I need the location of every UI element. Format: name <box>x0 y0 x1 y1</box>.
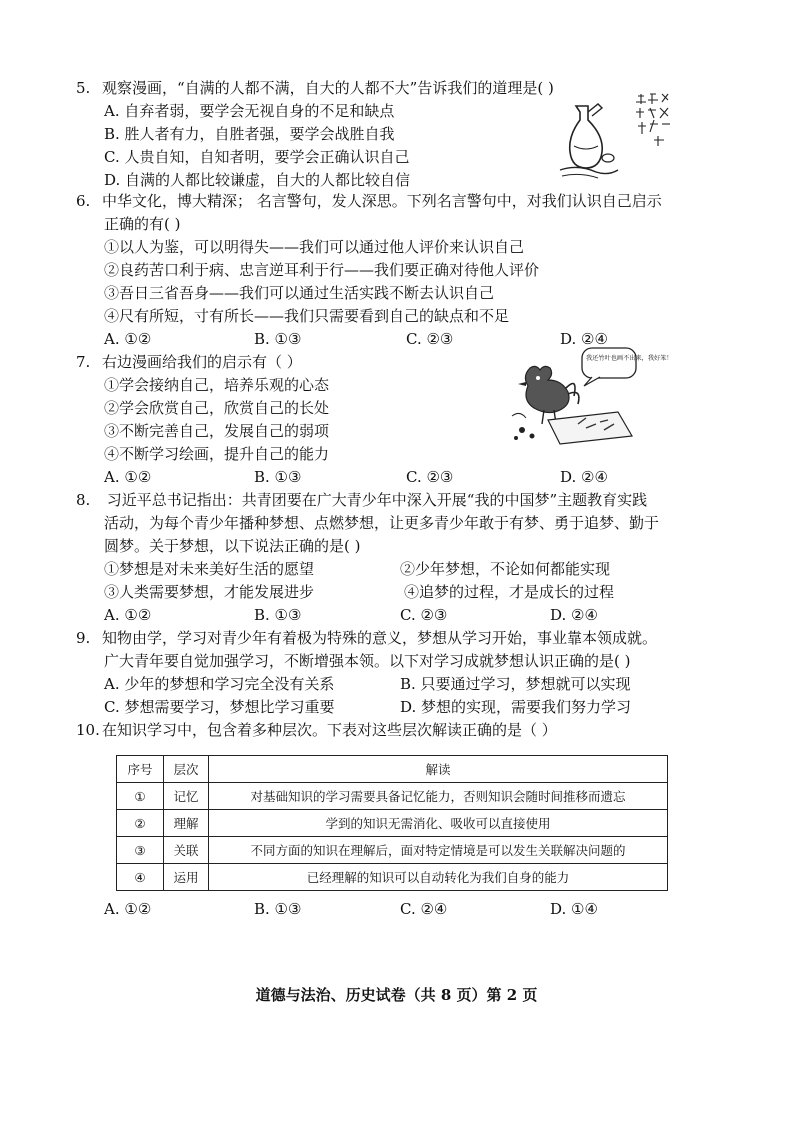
table-cell: ② <box>117 810 164 837</box>
question-9-stem: 9. 知物由学，学习对青少年有着极为特殊的意义，梦想从学习开始，事业靠本领成就。 <box>76 629 658 647</box>
q6-item-4: ④尺有所短，寸有所长——我们只需要看到自己的缺点和不足 <box>104 307 510 325</box>
table-header-cell: 解读 <box>209 756 668 783</box>
q9-option-c: C. 梦想需要学习，梦想比学习重要 <box>104 698 335 716</box>
table-cell: ④ <box>117 864 164 891</box>
q7-choice-d: D. ②④ <box>560 468 608 486</box>
q7-choice-c: C. ②③ <box>406 468 454 486</box>
knowledge-levels-table <box>116 755 668 891</box>
table-header-cell: 序号 <box>117 756 164 783</box>
question-5-stem: 5. 观察漫画，“自满的人都不满，自大的人都不大”告诉我们的道理是( ) <box>76 79 554 97</box>
q8-choice-c: C. ②③ <box>400 606 448 624</box>
table-row <box>117 810 668 837</box>
table-cell: 理解 <box>164 810 209 837</box>
q7-cartoon-image <box>508 346 673 446</box>
q5-option-b: B. 胜人者有力，自胜者强，要学会战胜自我 <box>104 125 395 143</box>
q8-choice-b: B. ①③ <box>254 606 302 624</box>
q10-choice-a: A. ①② <box>104 900 152 918</box>
q6-choice-c: C. ②③ <box>406 330 454 348</box>
table-cell: 运用 <box>164 864 209 891</box>
q6-item-1: ①以人为鉴，可以明得失——我们可以通过他人评价来认识自己 <box>104 238 525 256</box>
table-cell: ① <box>117 783 164 810</box>
q8-choice-d: D. ②④ <box>550 606 598 624</box>
q8-item-2: ②少年梦想，不论如何都能实现 <box>400 560 611 578</box>
q6-choice-d: D. ②④ <box>560 330 608 348</box>
q6-item-3: ③吾日三省吾身——我们可以通过生活实践不断去认识自己 <box>104 284 495 302</box>
q10-choice-c: C. ②④ <box>400 900 448 918</box>
table-row <box>117 864 668 891</box>
question-7-stem: 7. 右边漫画给我们的启示有（ ） <box>76 353 302 371</box>
table-cell: ③ <box>117 837 164 864</box>
table-header-row <box>117 756 668 783</box>
q5-option-c: C. 人贵自知，自知者明，要学会正确认识自己 <box>104 148 410 166</box>
table-cell: 对基础知识的学习需要具备记忆能力，否则知识会随时间推移而遗忘 <box>209 783 668 810</box>
q8-item-1: ①梦想是对未来美好生活的愿望 <box>104 560 315 578</box>
q7-choice-a: A. ①② <box>104 468 152 486</box>
table-cell: 学到的知识无需消化、吸收可以直接使用 <box>209 810 668 837</box>
q6-item-2: ②良药苦口利于病、忠言逆耳利于行——我们要正确对待他人评价 <box>104 261 540 279</box>
question-6-stem-cont: 正确的有( ) <box>104 215 181 233</box>
q8-choice-a: A. ①② <box>104 606 152 624</box>
q9-option-b: B. 只要通过学习，梦想就可以实现 <box>400 675 631 693</box>
q10-choice-b: B. ①③ <box>254 900 302 918</box>
q9-option-d: D. 梦想的实现，需要我们努力学习 <box>400 698 632 716</box>
table-header-cell: 层次 <box>164 756 209 783</box>
q7-item-3: ③不断完善自己，发展自己的弱项 <box>104 422 330 440</box>
table-cell: 记忆 <box>164 783 209 810</box>
question-10-stem: 10. 在知识学习中，包含着多种层次。下表对这些层次解读正确的是（ ） <box>76 721 557 739</box>
q7-bubble-text: 我还竹叶也画不出来，我好笨！ <box>586 355 673 362</box>
q7-item-2: ②学会欣赏自己，欣赏自己的长处 <box>104 399 330 417</box>
page-footer: 道德与法治、历史试卷（共 8 页）第 2 页 <box>255 986 538 1004</box>
question-6-stem: 6. 中华文化，博大精深； 名言警句，发人深思。下列名言警句中，对我们认识自己启示 <box>76 192 662 210</box>
q5-option-d: D. 自满的人都比较谦虚，自大的人都比较自信 <box>104 171 411 189</box>
q7-item-4: ④不断学习绘画，提升自己的能力 <box>104 445 330 463</box>
q9-option-a: A. 少年的梦想和学习完全没有关系 <box>104 675 335 693</box>
q5-option-a: A. 自弃者弱，要学会无视自身的不足和缺点 <box>104 102 395 120</box>
question-9-stem-cont: 广大青年要自觉加强学习，不断增强本领。以下对学习成就梦想认识正确的是( ) <box>104 652 631 670</box>
table-row <box>117 783 668 810</box>
q6-choice-a: A. ①② <box>104 330 152 348</box>
question-8-stem: 8. 习近平总书记指出：共青团要在广大青少年中深入开展“我的中国梦”主题教育实践 <box>76 491 648 509</box>
table-cell: 已经理解的知识可以自动转化为我们自身的能力 <box>209 864 668 891</box>
q8-item-4: ④追梦的过程，才是成长的过程 <box>404 583 615 601</box>
q7-item-1: ①学会接纳自己，培养乐观的心态 <box>104 376 330 394</box>
table-cell: 关联 <box>164 837 209 864</box>
question-8-stem-cont-1: 活动，为每个青少年播种梦想、点燃梦想，让更多青少年敢于有梦、勇于追梦、勤于 <box>104 514 660 532</box>
table-row <box>117 837 668 864</box>
question-8-stem-cont-2: 圆梦。关于梦想，以下说法正确的是( ) <box>104 537 361 555</box>
q8-item-3: ③人类需要梦想，才能发展进步 <box>104 583 315 601</box>
q5-cartoon-image <box>558 86 678 182</box>
table-cell: 不同方面的知识在理解后，面对特定情境是可以发生关联解决问题的 <box>209 837 668 864</box>
q7-choice-b: B. ①③ <box>254 468 302 486</box>
q6-choice-b: B. ①③ <box>254 330 302 348</box>
q10-choice-d: D. ①④ <box>550 900 598 918</box>
